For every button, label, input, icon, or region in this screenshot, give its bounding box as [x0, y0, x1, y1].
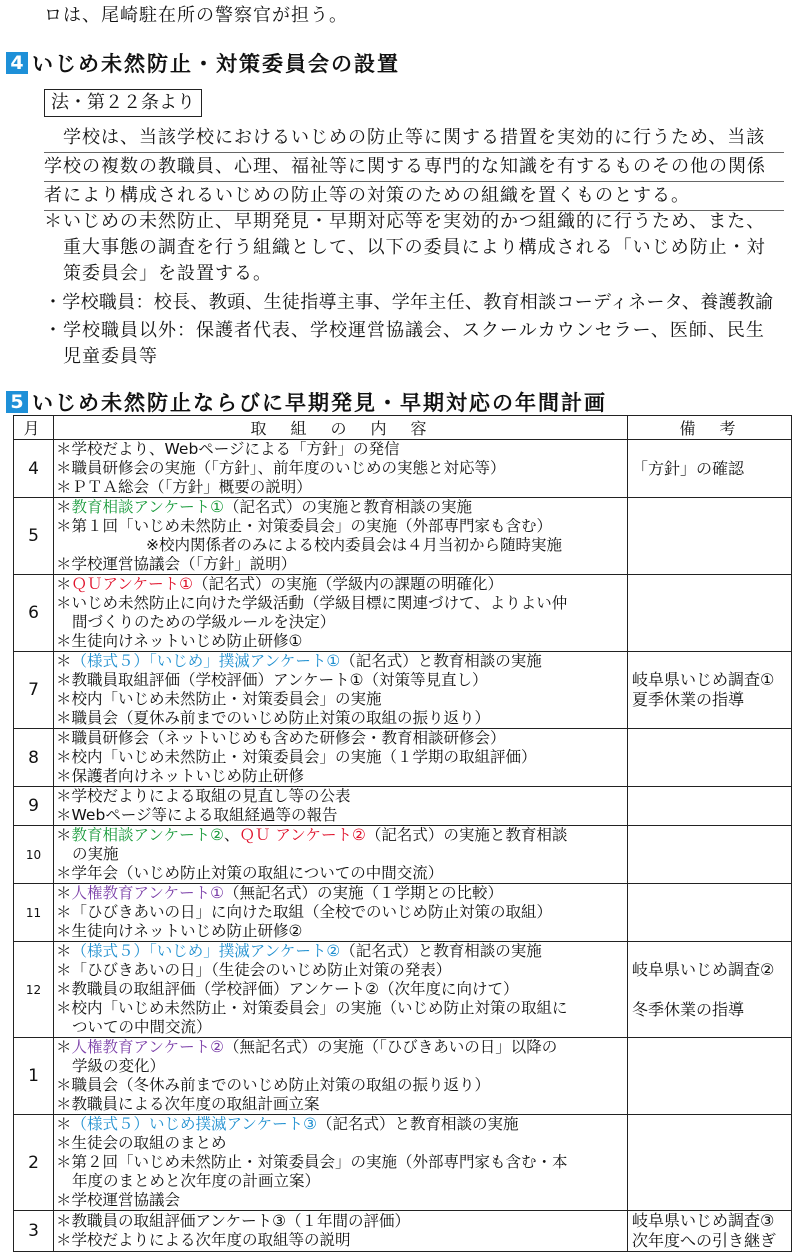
line-prefix: ＊学校だより、Webページによる「方針」の発信 [56, 440, 400, 458]
content-line [56, 1057, 625, 1076]
month-cell: 6 [14, 575, 54, 652]
note-cell [628, 1115, 792, 1211]
section5-number: 5 [6, 391, 28, 413]
content-cell [54, 652, 628, 729]
content-line [56, 1231, 625, 1250]
content-cell [54, 729, 628, 787]
content-line [56, 709, 625, 728]
line-prefix: ＊学年会（いじめ防止対策の取組についての中間交流） [56, 864, 444, 882]
content-line [56, 980, 625, 999]
table-row [14, 575, 792, 652]
month-cell: 4 [14, 440, 54, 498]
content-line [56, 884, 625, 903]
note-line [632, 980, 789, 1000]
content-line [56, 1153, 625, 1172]
content-line [56, 478, 625, 497]
month-cell: 5 [14, 498, 54, 575]
line-prefix: ※校内関係者のみによる校内委員会は４月当初から随時実施 [146, 536, 562, 554]
content-line [56, 999, 625, 1018]
line-prefix: ＊生徒向けネットいじめ防止研修① [56, 632, 303, 650]
line-prefix: 間づくりのための学級ルールを決定） [72, 613, 336, 631]
header-month: 月 [14, 416, 54, 440]
top-line: ロは、尾崎駐在所の警察官が担う。 [44, 5, 348, 26]
note-line: 夏季休業の指導 [632, 690, 745, 709]
law-reference: 法・第２２条より [44, 89, 202, 117]
content-line [56, 594, 625, 613]
line-prefix: ＊ [56, 826, 72, 844]
table-row [14, 942, 792, 1038]
table-row [14, 1211, 792, 1252]
content-line [56, 942, 625, 961]
content-line [56, 440, 625, 459]
note-cell [628, 729, 792, 787]
line-prefix: ＊ＰＴＡ総会（「方針」概要の説明） [56, 478, 312, 496]
note-cell [628, 1211, 792, 1252]
line-prefix: ＊ [56, 942, 72, 960]
content-line [56, 555, 625, 574]
content-line [56, 787, 625, 806]
line-prefix: ＊職員研修会（ネットいじめも含めた研修会・教育相談研修会） [56, 729, 506, 747]
note-cell [628, 942, 792, 1038]
content-cell [54, 575, 628, 652]
line-prefix: ＊ [56, 575, 72, 593]
table-row [14, 1115, 792, 1211]
month-cell: 12 [14, 942, 54, 1038]
line-suffix: （記名式）と教育相談の実施 [340, 652, 542, 670]
content-line [56, 864, 625, 883]
line-prefix: ＊教職員の取組評価（学校評価）アンケート②（次年度に向けて） [56, 980, 519, 998]
table-row [14, 787, 792, 826]
line-prefix: ＊学校運営協議会（「方針」説明） [56, 555, 297, 573]
note-cell [628, 884, 792, 942]
note-cell [628, 787, 792, 826]
line-prefix: ＊いじめ未然防止に向けた学級活動（学級目標に関連づけて、よりよい仲 [56, 594, 568, 612]
table-row [14, 498, 792, 575]
content-line [56, 1191, 625, 1210]
section4-body-line: 児童委員等 [44, 346, 158, 367]
annual-plan-table [13, 415, 792, 1252]
table-row [14, 1038, 792, 1115]
note-cell [628, 1038, 792, 1115]
content-line [56, 575, 625, 594]
section4-body-line: ＊いじめの未然防止、早期発見・早期対応等を実効的かつ組織的に行うため、また、 [44, 211, 766, 232]
content-line [56, 826, 625, 845]
section4-body-line: ・学校職員：校長、教頭、生徒指導主事、学年主任、教育相談コーディネータ、養護教諭 [44, 292, 774, 313]
section5-heading [6, 389, 607, 415]
month-cell: 8 [14, 729, 54, 787]
colored-survey: （様式５）「いじめ」撲滅アンケート② [71, 942, 341, 960]
line-prefix: ＊教職員の取組評価アンケート③（１年間の評価） [56, 1212, 410, 1230]
section4-title: いじめ未然防止・対策委員会の設置 [32, 52, 400, 76]
content-line [56, 748, 625, 767]
section4-body-line: 策委員会」を設置する。 [44, 263, 272, 284]
section4-body-line: ・学校職員以外：保護者代表、学校運営協議会、スクールカウンセラー、医師、民生 [44, 320, 765, 341]
content-cell [54, 826, 628, 884]
line-prefix: ＊職員会（夏休み前までのいじめ防止対策の取組の振り返り） [56, 709, 491, 727]
content-cell [54, 1211, 628, 1252]
line-prefix: ＊ [56, 1115, 72, 1133]
line-prefix: ＊生徒向けネットいじめ防止研修② [56, 922, 303, 940]
table-row [14, 826, 792, 884]
note-cell [628, 652, 792, 729]
content-line [56, 690, 625, 709]
line-prefix: ＊職員会（冬休み前までのいじめ防止対策の取組の振り返り） [56, 1076, 491, 1094]
content-cell [54, 440, 628, 498]
month-cell: 7 [14, 652, 54, 729]
content-line [56, 961, 625, 980]
line-suffix: （記名式）の実施と教育相談 [365, 826, 568, 844]
table-body [14, 440, 792, 1252]
content-line [56, 1212, 625, 1231]
table-row [14, 652, 792, 729]
content-line [56, 498, 625, 517]
line-suffix: （記名式）と教育相談の実施 [316, 1115, 519, 1133]
line-prefix: ＊教職員取組評価（学校評価）アンケート①（対策等見直し） [56, 671, 488, 689]
line-prefix: ＊ [56, 884, 72, 902]
colored-survey: ＱＵ アンケート② [239, 826, 366, 844]
line-prefix: ＊「ひびきあいの日」に向けた取組（全校でのいじめ防止対策の取組） [56, 903, 553, 921]
table-row [14, 729, 792, 787]
line-prefix: ＊教職員による次年度の取組計画立案 [56, 1095, 320, 1113]
month-cell: 2 [14, 1115, 54, 1211]
colored-survey: 教育相談アンケート① [71, 498, 224, 516]
note-line: 岐阜県いじめ調査② [632, 959, 775, 979]
colored-survey: 人権教育アンケート② [71, 1038, 224, 1056]
content-line [56, 729, 625, 748]
content-line [56, 1038, 625, 1057]
line-prefix: 学級の変化） [72, 1057, 166, 1075]
content-line [56, 1115, 625, 1134]
law-line: 者により構成されるいじめの防止等の対策のための組織を置くものとする。 [44, 182, 784, 211]
note-line: 次年度への引き継ぎ [632, 1231, 777, 1250]
content-line [56, 671, 625, 690]
content-line [56, 459, 625, 478]
content-line [56, 767, 625, 786]
colored-survey: ＱＵアンケート① [71, 575, 193, 593]
content-cell [54, 884, 628, 942]
line-prefix: の実施 [72, 845, 119, 863]
line-prefix: ついての中間交流） [72, 1018, 212, 1036]
line-prefix: ＊校内「いじめ未然防止・対策委員会」の実施（１学期の取組評価） [56, 748, 537, 766]
line-prefix: ＊第２回「いじめ未然防止・対策委員会」の実施（外部専門家も含む・本 [56, 1153, 568, 1171]
note-cell [628, 498, 792, 575]
line-suffix: （記名式）の実施（学級内の課題の明確化） [192, 575, 503, 593]
month-cell: 9 [14, 787, 54, 826]
line-prefix: ＊生徒会の取組のまとめ [56, 1134, 227, 1152]
line-prefix: ＊学校運営協議会 [56, 1191, 181, 1209]
content-line [56, 845, 625, 864]
law-paragraph [44, 124, 784, 211]
content-line [56, 652, 625, 671]
section4-heading [6, 50, 400, 76]
header-content: 取 組 の 内 容 [54, 416, 628, 440]
header-note: 備 考 [628, 416, 792, 440]
content-cell [54, 1038, 628, 1115]
line-prefix: ＊校内「いじめ未然防止・対策委員会」の実施 [56, 690, 382, 708]
section4-number: 4 [6, 52, 28, 74]
content-line [56, 632, 625, 651]
section4-body-line: 重大事態の調査を行う組織として、以下の委員により構成される「いじめ防止・対 [44, 237, 766, 258]
content-line [56, 1076, 625, 1095]
content-line [56, 1172, 625, 1191]
month-cell: 10 [14, 826, 54, 884]
colored-survey: 人権教育アンケート① [71, 884, 224, 902]
note-line: 岐阜県いじめ調査① [632, 670, 775, 689]
content-cell [54, 498, 628, 575]
line-separator: 、 [223, 826, 240, 844]
colored-survey: （様式５）「いじめ」撲滅アンケート① [71, 652, 341, 670]
line-prefix: ＊校内「いじめ未然防止・対策委員会」の実施（いじめ防止対策の取組に [56, 999, 568, 1017]
line-prefix: ＊ [56, 498, 72, 516]
line-prefix: ＊Webページ等による取組経過等の報告 [56, 806, 338, 824]
colored-survey: 教育相談アンケート② [71, 826, 224, 844]
content-cell [54, 787, 628, 826]
month-cell: 11 [14, 884, 54, 942]
law-line: 学校は、当該学校におけるいじめの防止等に関する措置を実効的に行うため、当該 [44, 124, 784, 153]
note-cell [628, 440, 792, 498]
section5-title: いじめ未然防止ならびに早期発見・早期対応の年間計画 [32, 391, 607, 415]
content-line [56, 536, 625, 555]
content-cell [54, 942, 628, 1038]
note-line: 岐阜県いじめ調査③ [632, 1211, 775, 1230]
note-line: 冬季休業の指導 [632, 999, 745, 1019]
line-prefix: ＊保護者向けネットいじめ防止研修 [56, 767, 305, 785]
line-prefix: ＊「ひびきあいの日」（生徒会のいじめ防止対策の発表） [56, 961, 452, 979]
table-row [14, 884, 792, 942]
law-line: 学校の複数の教職員、心理、福祉等に関する専門的な知識を有するものその他の関係 [44, 153, 784, 182]
line-prefix: ＊学校だよりによる次年度の取組等の説明 [56, 1231, 351, 1249]
line-suffix: （記名式）の実施と教育相談の実施 [223, 498, 472, 516]
line-prefix: ＊ [56, 652, 72, 670]
line-suffix: （無記名式）の実施（１学期との比較） [223, 884, 503, 902]
line-suffix: （無記名式）の実施（「ひびきあいの日」以降の [223, 1038, 558, 1056]
content-line [56, 1134, 625, 1153]
line-prefix: 年度のまとめと次年度の計画立案） [72, 1172, 321, 1190]
note-line: 「方針」の確認 [632, 458, 745, 478]
content-line [56, 1018, 625, 1037]
content-line [56, 903, 625, 922]
table-header-row [14, 416, 792, 440]
note-cell [628, 575, 792, 652]
note-cell [628, 826, 792, 884]
content-line [56, 613, 625, 632]
content-line [56, 517, 625, 536]
line-prefix: ＊学校だよりによる取組の見直し等の公表 [56, 787, 351, 805]
month-cell: 3 [14, 1211, 54, 1252]
line-prefix: ＊第１回「いじめ未然防止・対策委員会」の実施（外部専門家も含む） [56, 517, 553, 535]
content-line [56, 1095, 625, 1114]
month-cell: 1 [14, 1038, 54, 1115]
content-cell [54, 1115, 628, 1211]
table-row [14, 440, 792, 498]
content-line [56, 922, 625, 941]
line-suffix: （記名式）と教育相談の実施 [340, 942, 542, 960]
content-line [56, 806, 625, 825]
line-prefix: ＊職員研修会の実施（「方針」、前年度のいじめの実態と対応等） [56, 459, 506, 477]
line-prefix: ＊ [56, 1038, 72, 1056]
colored-survey: （様式５）いじめ撲滅アンケート③ [71, 1115, 317, 1133]
